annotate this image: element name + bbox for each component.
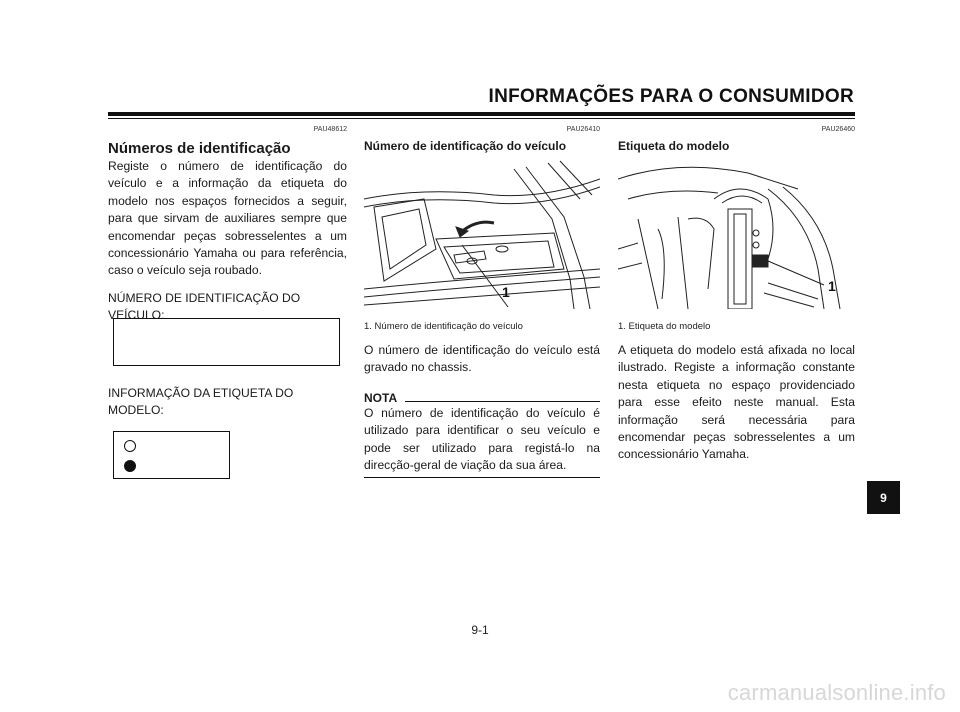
model-label-label: INFORMAÇÃO DA ETIQUETA DO MODELO: [108,385,294,418]
model-label-paragraph: A etiqueta do modelo está afixada no local ilustrado. Registe a informação constante nesta etiqueta no espaço providenciado para esse efeito neste manual. Esta informação será necessária para encomendar peças sobresselentes a um concessionário Yamaha. [618,343,855,462]
note-rule [405,401,600,402]
section-heading: Número de identificação do veículo [364,139,567,153]
vin-label: NÚMERO DE IDENTIFICAÇÃO DO VEÍCULO: [108,290,301,323]
open-circle-icon [124,440,136,452]
intro-paragraph: Registe o número de identificação do veículo e a informação da etiqueta do modelo nos espaços fornecidos a seguir, para que sirvam de auxiliares sempre que encomendar peças sobresselentes a um concessionário Yamaha ou para referência, caso o veículo seja roubado. [108,159,347,278]
callout-number: 1 [502,284,510,300]
note-heading-row [364,391,600,405]
filled-circle-icon [124,460,136,472]
page-title: INFORMAÇÕES PARA O CONSUMIDOR [488,86,854,107]
figure-caption: 1. Número de identificação do veículo [364,321,523,332]
page-number: 9-1 [471,623,489,637]
vin-entry-box [113,318,340,366]
header-rule-thick [108,112,855,116]
section-code: PAU26460 [821,126,855,133]
note-end-rule [364,477,600,478]
column-model-label [618,126,855,464]
column-vin [364,126,600,478]
chapter-tab[interactable]: 9 [867,481,900,514]
section-code: PAU48612 [313,126,347,133]
section-heading: Números de identificação [108,140,291,157]
header-rule-thin [108,118,855,119]
callout-number: 1 [828,278,836,294]
model-label-illustration [618,159,854,309]
vin-paragraph: O número de identificação do veículo está gravado no chassis. [364,343,600,375]
figure-caption: 1. Etiqueta do modelo [618,321,711,332]
watermark: carmanualsonline.info [727,680,946,705]
model-label-entry-box [113,431,230,479]
note-text: O número de identificação do veículo é utilizado para identificar o seu veículo e pode ser utilizado para registá-lo na direcção-geral de viação da sua área. [364,405,600,473]
column-identification-numbers [108,126,347,419]
section-heading: Etiqueta do modelo [618,139,730,153]
vin-location-illustration [364,159,600,309]
section-code: PAU26410 [566,126,600,133]
note-heading: NOTA [364,390,398,405]
